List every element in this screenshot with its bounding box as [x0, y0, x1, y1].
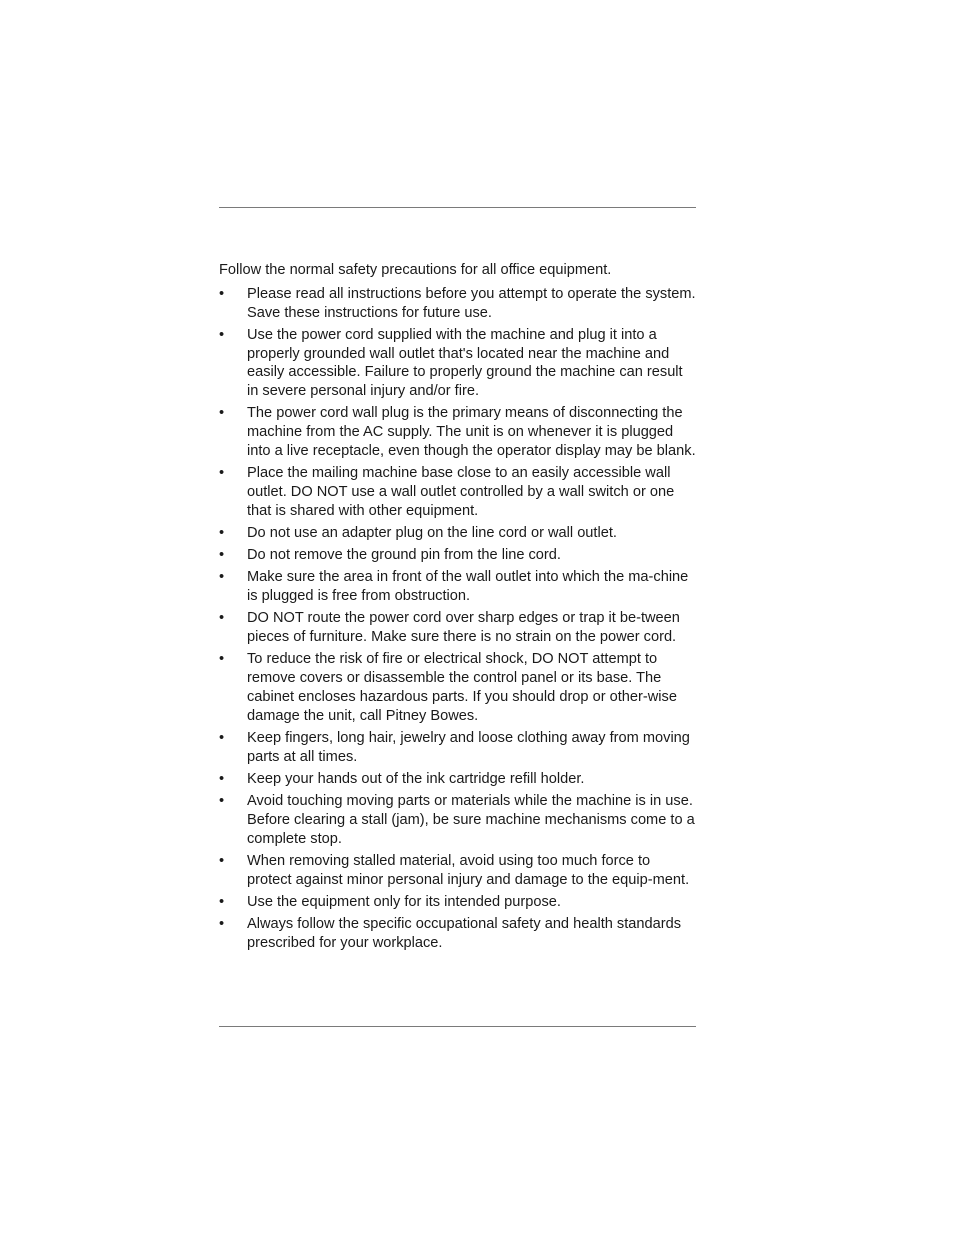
bullet-icon: •	[219, 893, 225, 910]
list-item	[219, 650, 697, 725]
list-item-text: Use the equipment only for its intended purpose.	[247, 893, 561, 910]
bullet-icon: •	[219, 651, 225, 668]
list-item	[219, 609, 697, 647]
bullet-icon: •	[219, 285, 225, 302]
list-item	[219, 729, 697, 767]
list-item	[219, 326, 697, 401]
safety-section	[219, 261, 697, 956]
list-item-text: DO NOT route the power cord over sharp edges or trap it be-tween pieces of furniture. Make sure there is no strain on the power cord.	[247, 610, 680, 646]
list-item	[219, 893, 697, 912]
bullet-icon: •	[219, 770, 225, 787]
list-item	[219, 770, 697, 789]
list-item-text: Do not use an adapter plug on the line cord or wall outlet.	[247, 524, 617, 541]
list-item	[219, 568, 697, 606]
list-item-text: Make sure the area in front of the wall outlet into which the ma-chine is plugged is free from obstruction.	[247, 569, 689, 605]
list-item-text: Use the power cord supplied with the machine and plug it into a properly grounded wall outlet that's located near the machine and easily accessible. Failure to properly ground the machine can result in severe personal injury and/or fire.	[247, 326, 683, 400]
list-item	[219, 464, 697, 520]
intro-text: Follow the normal safety precautions for all office equipment.	[219, 262, 612, 278]
bullet-icon: •	[219, 405, 225, 422]
list-item	[219, 285, 697, 323]
list-item-text: To reduce the risk of fire or electrical shock, DO NOT attempt to remove covers or disassemble the control panel or its base. The cabinet encloses hazardous parts. If you should drop or other-wise damage the unit, call Pitney Bowes.	[247, 651, 677, 724]
list-item-text: The power cord wall plug is the primary means of disconnecting the machine from the AC supply. The unit is on whenever it is plugged into a live receptacle, even though the operator display may be blank.	[247, 405, 696, 459]
bullet-icon: •	[219, 610, 225, 627]
list-item	[219, 792, 697, 848]
list-item	[219, 852, 697, 890]
bottom-divider	[219, 1026, 696, 1027]
list-item-text: Always follow the specific occupational safety and health standards prescribed for your workplace.	[247, 915, 682, 951]
bullet-icon: •	[219, 729, 225, 746]
list-item-text: When removing stalled material, avoid using too much force to protect against minor personal injury and damage to the equip-ment.	[247, 852, 690, 888]
bullet-icon: •	[219, 793, 225, 810]
list-item-text: Keep fingers, long hair, jewelry and loose clothing away from moving parts at all times.	[247, 729, 690, 765]
bullet-icon: •	[219, 852, 225, 869]
bullet-icon: •	[219, 465, 225, 482]
bullet-icon: •	[219, 547, 225, 564]
list-item	[219, 524, 697, 543]
list-item-text: Place the mailing machine base close to an easily accessible wall outlet. DO NOT use a wall outlet controlled by a wall switch or one that is shared with other equipment.	[247, 465, 675, 519]
list-item-text: Avoid touching moving parts or materials while the machine is in use. Before clearing a stall (jam), be sure machine mechanisms come to a complete stop.	[247, 793, 695, 847]
list-item-text: Do not remove the ground pin from the line cord.	[247, 547, 561, 564]
list-item-text: Keep your hands out of the ink cartridge refill holder.	[247, 770, 585, 787]
list-item-text: Please read all instructions before you attempt to operate the system. Save these instructions for future use.	[247, 285, 696, 321]
list-item	[219, 546, 697, 565]
list-item	[219, 404, 697, 460]
bullet-icon: •	[219, 524, 225, 541]
safety-list	[219, 285, 697, 953]
list-item	[219, 915, 697, 953]
bullet-icon: •	[219, 569, 225, 586]
bullet-icon: •	[219, 915, 225, 932]
top-divider	[219, 207, 696, 208]
bullet-icon: •	[219, 326, 225, 343]
